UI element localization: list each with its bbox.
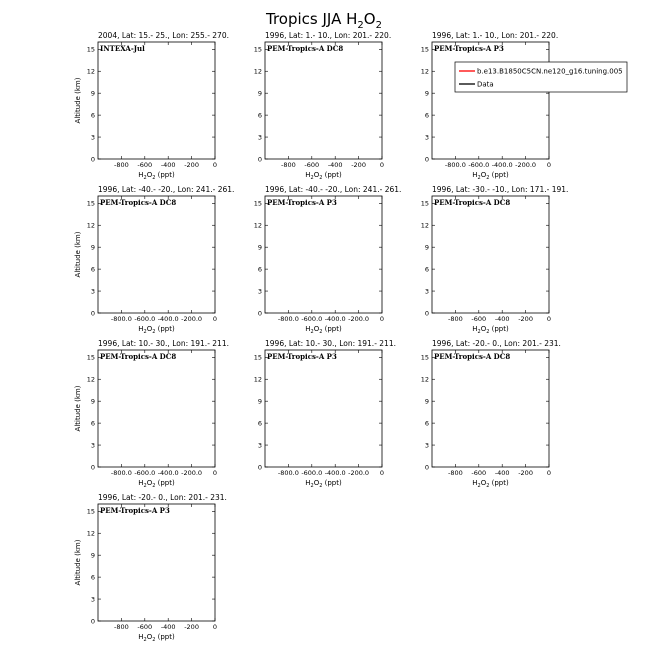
y-tick-label: 0 xyxy=(257,155,262,164)
y-tick-label: 15 xyxy=(420,45,429,54)
x-axis-label: $H_2O_2$ (ppt) xyxy=(305,479,342,489)
panel-7 xyxy=(74,339,229,489)
x-tick-label: 0 xyxy=(212,623,218,631)
y-tick-label: 9 xyxy=(424,397,429,406)
panel-5 xyxy=(254,185,402,335)
x-tick-label: -400.0 xyxy=(324,315,346,323)
y-tick-label: 15 xyxy=(253,353,262,362)
campaign-label: PEM-Tropics-A P3 xyxy=(267,352,337,361)
y-tick-label: 12 xyxy=(253,221,262,230)
y-tick-label: 3 xyxy=(424,441,429,450)
panel-header: 2004, Lat: 15.- 25., Lon: 255.- 270. xyxy=(98,31,229,40)
x-tick-label: -800.0 xyxy=(110,315,132,323)
x-tick-label: -400.0 xyxy=(491,161,513,169)
plot-frame xyxy=(98,504,215,621)
panel-4 xyxy=(74,185,234,335)
x-tick-label: -800 xyxy=(281,161,296,169)
y-tick-label: 9 xyxy=(257,397,262,406)
y-tick-label: 15 xyxy=(86,45,95,54)
campaign-label: PEM-Tropics-A P3 xyxy=(434,44,504,53)
x-tick-label: -600.0 xyxy=(134,315,156,323)
x-tick-label: -400.0 xyxy=(157,469,179,477)
y-tick-label: 15 xyxy=(253,199,262,208)
x-tick-label: -400.0 xyxy=(324,469,346,477)
y-tick-label: 0 xyxy=(424,155,429,164)
panel-header: 1996, Lat: 10.- 30., Lon: 191.- 211. xyxy=(265,339,396,348)
campaign-label: PEM-Tropics-A P3 xyxy=(267,198,337,207)
x-tick-label: 0 xyxy=(546,469,552,477)
x-tick-label: -800 xyxy=(448,469,463,477)
y-tick-label: 3 xyxy=(90,441,95,450)
panel-2 xyxy=(254,31,392,181)
panel-header: 1996, Lat: 1.- 10., Lon: 201.- 220. xyxy=(432,31,559,40)
panel-header: 1996, Lat: -30.- -10., Lon: 171.- 191. xyxy=(432,185,569,194)
y-tick-label: 9 xyxy=(424,243,429,252)
x-axis-label: $H_2O_2$ (ppt) xyxy=(472,479,509,489)
y-tick-label: 6 xyxy=(90,265,95,274)
campaign-label: PEM-Tropics-A DC8 xyxy=(434,352,511,361)
panel-header: 1996, Lat: -20.- 0., Lon: 201.- 231. xyxy=(432,339,561,348)
y-tick-label: 6 xyxy=(90,573,95,582)
x-tick-label: -200 xyxy=(184,623,199,631)
x-tick-label: 0 xyxy=(379,315,385,323)
legend-label: b.e13.B1850C5CN.ne120_g16.tuning.005 xyxy=(477,67,623,76)
x-tick-label: 0 xyxy=(546,315,552,323)
y-tick-label: 9 xyxy=(257,243,262,252)
x-tick-label: -200 xyxy=(351,161,366,169)
panel-header: 1996, Lat: -40.- -20., Lon: 241.- 261. xyxy=(98,185,235,194)
plot-frame xyxy=(265,42,382,159)
campaign-label: INTEXA-Jul xyxy=(100,44,145,53)
x-axis-label: $H_2O_2$ (ppt) xyxy=(138,171,175,181)
y-tick-label: 6 xyxy=(90,111,95,120)
y-tick-label: 9 xyxy=(90,243,95,252)
plot-frame xyxy=(265,196,382,313)
y-tick-label: 3 xyxy=(257,287,262,296)
x-tick-label: 0 xyxy=(379,469,385,477)
y-tick-label: 0 xyxy=(90,617,95,626)
campaign-label: PEM-Tropics-A P3 xyxy=(100,506,170,515)
panel-10 xyxy=(74,493,227,643)
x-tick-label: 0 xyxy=(379,161,385,169)
x-tick-label: -600 xyxy=(471,315,487,323)
y-tick-label: 9 xyxy=(257,89,262,98)
y-tick-label: 3 xyxy=(424,133,429,142)
panel-3 xyxy=(421,31,559,181)
x-tick-label: -600 xyxy=(304,161,320,169)
campaign-label: PEM-Tropics-A DC8 xyxy=(100,198,177,207)
y-tick-label: 3 xyxy=(257,441,262,450)
y-tick-label: 12 xyxy=(86,221,95,230)
y-tick-label: 0 xyxy=(424,463,429,472)
y-tick-label: 15 xyxy=(86,199,95,208)
campaign-label: PEM-Tropics-A DC8 xyxy=(100,352,177,361)
panel-6 xyxy=(421,185,569,335)
x-tick-label: 0 xyxy=(212,469,218,477)
y-tick-label: 12 xyxy=(86,375,95,384)
x-tick-label: -200.0 xyxy=(181,469,203,477)
x-tick-label: 0 xyxy=(212,315,218,323)
x-axis-label: $H_2O_2$ (ppt) xyxy=(305,171,342,181)
y-tick-label: 0 xyxy=(424,309,429,318)
y-tick-label: 0 xyxy=(257,463,262,472)
y-tick-label: 12 xyxy=(253,375,262,384)
y-tick-label: 3 xyxy=(90,287,95,296)
x-tick-label: -400 xyxy=(494,315,510,323)
x-tick-label: -600 xyxy=(471,469,487,477)
y-tick-label: 9 xyxy=(424,89,429,98)
x-axis-label: $H_2O_2$ (ppt) xyxy=(138,325,175,335)
campaign-label: PEM-Tropics-A DC8 xyxy=(434,198,511,207)
y-tick-label: 6 xyxy=(90,419,95,428)
y-tick-label: 6 xyxy=(257,419,262,428)
y-tick-label: 6 xyxy=(424,419,429,428)
y-tick-label: 0 xyxy=(90,309,95,318)
y-tick-label: 15 xyxy=(420,199,429,208)
y-tick-label: 6 xyxy=(424,111,429,120)
x-tick-label: -800.0 xyxy=(277,469,299,477)
y-axis-label: Altitude (km) xyxy=(74,539,82,586)
y-tick-label: 3 xyxy=(257,133,262,142)
y-axis-label: Altitude (km) xyxy=(74,385,82,432)
y-axis-label: Altitude (km) xyxy=(74,231,82,278)
y-tick-label: 12 xyxy=(420,67,429,76)
x-tick-label: -400 xyxy=(160,623,176,631)
x-tick-label: -200.0 xyxy=(348,469,370,477)
x-tick-label: -800 xyxy=(448,315,463,323)
x-tick-label: 0 xyxy=(546,161,552,169)
x-tick-label: -600 xyxy=(137,623,153,631)
y-tick-label: 3 xyxy=(90,133,95,142)
x-axis-label: $H_2O_2$ (ppt) xyxy=(138,633,175,643)
plot-frame xyxy=(98,42,215,159)
y-axis-label: Altitude (km) xyxy=(74,77,82,124)
y-tick-label: 0 xyxy=(90,463,95,472)
panel-header: 1996, Lat: 10.- 30., Lon: 191.- 211. xyxy=(98,339,229,348)
y-tick-label: 3 xyxy=(90,595,95,604)
x-tick-label: -600.0 xyxy=(301,315,323,323)
x-tick-label: -200 xyxy=(184,161,199,169)
panel-header: 1996, Lat: 1.- 10., Lon: 201.- 220. xyxy=(265,31,392,40)
x-tick-label: -200.0 xyxy=(348,315,370,323)
x-tick-label: 0 xyxy=(212,161,218,169)
x-tick-label: -800.0 xyxy=(110,469,132,477)
y-tick-label: 15 xyxy=(420,353,429,362)
x-tick-label: -600.0 xyxy=(134,469,156,477)
x-tick-label: -200.0 xyxy=(515,161,537,169)
y-tick-label: 12 xyxy=(420,375,429,384)
y-tick-label: 0 xyxy=(257,309,262,318)
plot-frame xyxy=(265,350,382,467)
y-tick-label: 9 xyxy=(90,551,95,560)
x-tick-label: -600 xyxy=(137,161,153,169)
y-tick-label: 12 xyxy=(420,221,429,230)
x-tick-label: -200 xyxy=(518,469,533,477)
panel-8 xyxy=(254,339,396,489)
x-tick-label: -400 xyxy=(494,469,510,477)
panel-9 xyxy=(421,339,561,489)
legend xyxy=(455,62,627,92)
y-tick-label: 12 xyxy=(86,67,95,76)
x-tick-label: -400.0 xyxy=(157,315,179,323)
x-tick-label: -400 xyxy=(160,161,176,169)
plot-frame xyxy=(98,350,215,467)
y-tick-label: 9 xyxy=(90,89,95,98)
panel-grid xyxy=(74,31,568,643)
legend-label: Data xyxy=(477,80,494,89)
x-tick-label: -800.0 xyxy=(444,161,466,169)
x-tick-label: -400 xyxy=(327,161,343,169)
plot-frame xyxy=(432,350,549,467)
x-tick-label: -200 xyxy=(518,315,533,323)
x-tick-label: -800 xyxy=(114,623,129,631)
x-tick-label: -800.0 xyxy=(277,315,299,323)
plot-frame xyxy=(432,196,549,313)
y-tick-label: 9 xyxy=(90,397,95,406)
x-tick-label: -600.0 xyxy=(301,469,323,477)
y-tick-label: 0 xyxy=(90,155,95,164)
x-axis-label: $H_2O_2$ (ppt) xyxy=(305,325,342,335)
y-tick-label: 12 xyxy=(253,67,262,76)
y-tick-label: 15 xyxy=(86,507,95,516)
panel-1 xyxy=(74,31,229,181)
x-tick-label: -200.0 xyxy=(181,315,203,323)
x-tick-label: -600.0 xyxy=(468,161,490,169)
plot-frame xyxy=(432,42,549,159)
plot-frame xyxy=(98,196,215,313)
y-tick-label: 6 xyxy=(424,265,429,274)
panel-header: 1996, Lat: -40.- -20., Lon: 241.- 261. xyxy=(265,185,402,194)
y-tick-label: 3 xyxy=(424,287,429,296)
x-tick-label: -800 xyxy=(114,161,129,169)
panel-header: 1996, Lat: -20.- 0., Lon: 201.- 231. xyxy=(98,493,227,502)
x-axis-label: $H_2O_2$ (ppt) xyxy=(472,325,509,335)
y-tick-label: 15 xyxy=(253,45,262,54)
y-tick-label: 6 xyxy=(257,265,262,274)
figure-title: Tropics JJA $H_2O_2$ xyxy=(266,10,382,31)
y-tick-label: 6 xyxy=(257,111,262,120)
y-tick-label: 15 xyxy=(86,353,95,362)
x-axis-label: $H_2O_2$ (ppt) xyxy=(472,171,509,181)
campaign-label: PEM-Tropics-A DC8 xyxy=(267,44,344,53)
y-tick-label: 12 xyxy=(86,529,95,538)
x-axis-label: $H_2O_2$ (ppt) xyxy=(138,479,175,489)
